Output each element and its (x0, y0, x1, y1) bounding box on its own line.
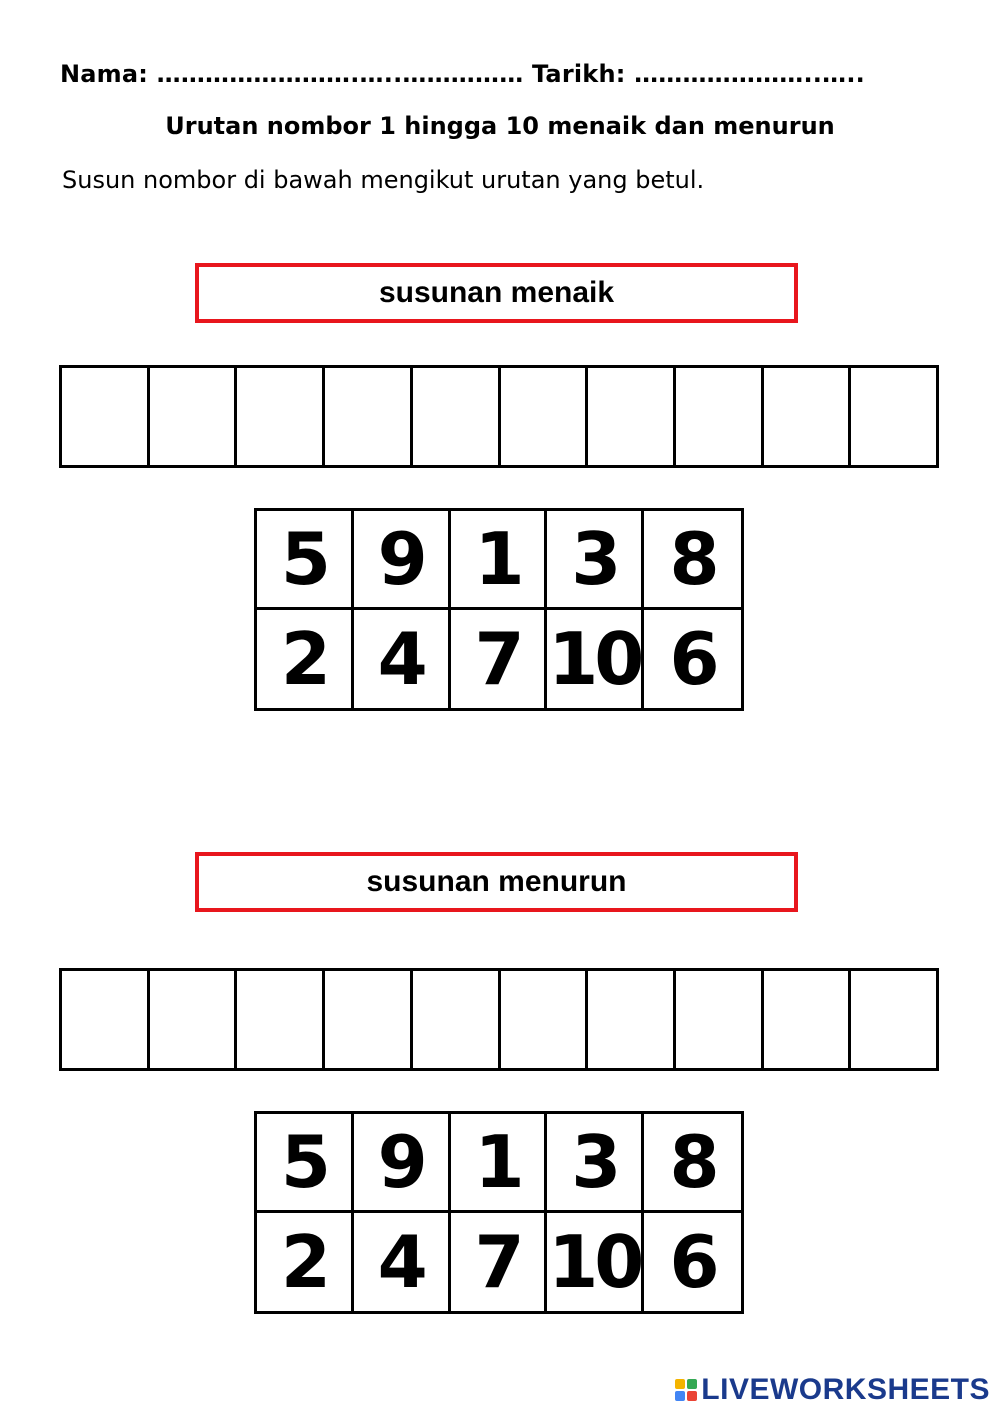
answer-slot[interactable] (62, 368, 150, 465)
answer-slot[interactable] (676, 971, 764, 1068)
number-bank-descending (254, 1111, 744, 1314)
answer-slot[interactable] (676, 368, 764, 465)
number-tile[interactable]: 4 (354, 610, 451, 709)
answer-slot[interactable] (764, 971, 852, 1068)
answer-slot[interactable] (588, 368, 676, 465)
number-tile[interactable]: 6 (669, 1219, 716, 1304)
instruction-text: Susun nombor di bawah mengikut urutan yang betul. (62, 166, 705, 194)
logo-text: LIVEWORKSHEETS (701, 1373, 990, 1406)
number-tile[interactable]: 6 (669, 616, 716, 701)
number-tile[interactable]: 10 (547, 1213, 644, 1312)
number-tile[interactable]: 8 (644, 1114, 741, 1213)
section-label-ascending: susunan menaik (195, 263, 798, 323)
number-tile[interactable]: 9 (354, 1114, 451, 1213)
name-date-line: Nama: …………………….…..…………… Tarikh: …………………..….. (60, 60, 865, 88)
section-label-descending: susunan menurun (195, 852, 798, 912)
liveworksheets-logo (675, 1373, 990, 1407)
answer-slot[interactable] (150, 368, 238, 465)
number-tile[interactable]: 8 (644, 511, 741, 610)
answer-slot[interactable] (325, 971, 413, 1068)
worksheet-title: Urutan nombor 1 hingga 10 menaik dan menurun (165, 112, 835, 140)
number-tile[interactable]: 1 (451, 1114, 548, 1213)
answer-slot[interactable] (413, 368, 501, 465)
number-tile[interactable]: 3 (547, 1114, 644, 1213)
answer-slot[interactable] (501, 368, 589, 465)
number-tile[interactable]: 2 (257, 610, 354, 709)
number-tile[interactable]: 10 (547, 610, 644, 709)
number-tile[interactable]: 1 (451, 511, 548, 610)
answer-row-descending (59, 968, 939, 1071)
number-tile[interactable]: 2 (257, 1213, 354, 1312)
answer-slot[interactable] (851, 368, 936, 465)
answer-slot[interactable] (851, 971, 936, 1068)
number-tile[interactable]: 9 (354, 511, 451, 610)
answer-slot[interactable] (237, 971, 325, 1068)
answer-slot[interactable] (588, 971, 676, 1068)
answer-slot[interactable] (237, 368, 325, 465)
number-tile[interactable]: 4 (354, 1213, 451, 1312)
answer-slot[interactable] (150, 971, 238, 1068)
answer-slot[interactable] (325, 368, 413, 465)
answer-slot[interactable] (413, 971, 501, 1068)
number-bank-ascending (254, 508, 744, 711)
number-tile[interactable]: 7 (451, 610, 548, 709)
number-tile[interactable]: 5 (257, 1114, 354, 1213)
liveworksheets-logo-icon (675, 1379, 697, 1401)
answer-slot[interactable] (764, 368, 852, 465)
number-tile[interactable]: 5 (257, 511, 354, 610)
answer-row-ascending (59, 365, 939, 468)
number-tile[interactable]: 7 (451, 1213, 548, 1312)
answer-slot[interactable] (62, 971, 150, 1068)
number-tile[interactable]: 3 (547, 511, 644, 610)
answer-slot[interactable] (501, 971, 589, 1068)
